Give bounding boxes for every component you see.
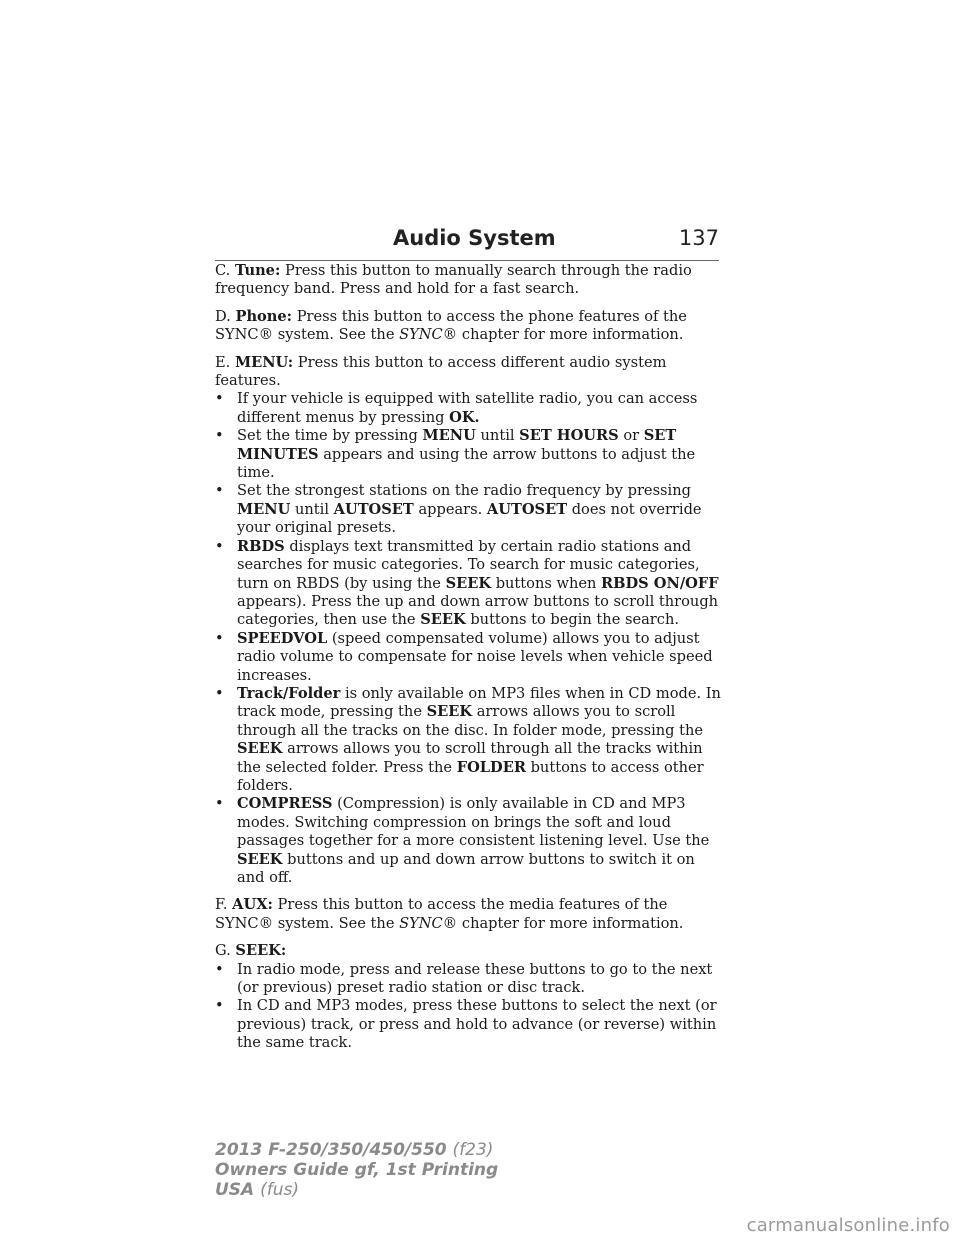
bullet-text: In radio mode, press and release these buttons to go to the next (or previous) preset radio station or disc track. bbox=[237, 960, 713, 997]
bullet-marker: • bbox=[215, 537, 224, 555]
keyword: RBDS bbox=[237, 537, 285, 555]
item-letter: F. bbox=[215, 896, 228, 914]
bullet-text: buttons to begin the search. bbox=[470, 611, 679, 629]
item-text: Press this button to manually search through the radio frequency band. Press and hold for a fast search. bbox=[215, 262, 692, 298]
bullet-text: arrows allows you to scroll through all the tracks within the selected folder. Press the bbox=[237, 740, 703, 776]
page-number: 137 bbox=[678, 226, 719, 250]
footer-region-line bbox=[215, 1180, 498, 1200]
item-f-aux bbox=[215, 896, 725, 933]
bullet-marker: • bbox=[215, 482, 224, 500]
bullet-text: If your vehicle is equipped with satellite radio, you can access different menus by pressing bbox=[237, 390, 698, 426]
bullet-marker: • bbox=[215, 427, 224, 445]
keyword: SET HOURS bbox=[519, 427, 619, 445]
bullet-track-folder bbox=[215, 685, 725, 795]
item-text: chapter for more information. bbox=[461, 914, 684, 932]
footer-region-code: (fus) bbox=[260, 1180, 300, 1200]
bullet-text: buttons to access other folders. bbox=[237, 758, 704, 794]
item-e-menu bbox=[215, 354, 725, 391]
keyword: FOLDER bbox=[456, 758, 526, 776]
keyword: Track/Folder bbox=[237, 684, 341, 702]
footer-model: 2013 F-250/350/450/550 bbox=[215, 1140, 447, 1160]
keyword: RBDS ON/OFF bbox=[601, 574, 719, 592]
bullet-text: Set the strongest stations on the radio frequency by pressing bbox=[237, 482, 691, 500]
keyword: COMPRESS bbox=[237, 795, 333, 813]
bullet-radio-mode bbox=[215, 961, 725, 998]
bullet-speedvol bbox=[215, 630, 725, 685]
keyword: AUTOSET bbox=[333, 500, 414, 518]
bullet-text: appears. bbox=[418, 500, 483, 518]
bullet-text: or bbox=[623, 427, 640, 445]
chapter-reference: SYNC® bbox=[399, 326, 458, 344]
bullet-compress bbox=[215, 795, 725, 887]
bullet-text: buttons and up and down arrow buttons to switch it on and off. bbox=[237, 850, 695, 886]
bullet-marker: • bbox=[215, 390, 224, 408]
item-d-phone bbox=[215, 308, 725, 345]
bullet-marker: • bbox=[215, 684, 224, 702]
site-watermark: carmanualsonline.info bbox=[746, 1215, 950, 1236]
item-label: Phone: bbox=[235, 307, 293, 325]
bullet-text: In CD and MP3 modes, press these buttons to select the next (or previous) track, or press and hold to advance (or reverse) within the same track. bbox=[237, 997, 717, 1052]
bullet-text: does not override your original presets. bbox=[237, 500, 702, 537]
item-label: Tune: bbox=[234, 262, 281, 279]
bullet-marker: • bbox=[215, 795, 224, 813]
bullet-text: until bbox=[295, 500, 329, 518]
bullet-set-time bbox=[215, 427, 725, 482]
footer-region: USA bbox=[215, 1180, 255, 1200]
item-label: SEEK: bbox=[235, 942, 287, 960]
bullet-text: until bbox=[480, 427, 515, 445]
keyword: SEEK bbox=[445, 574, 492, 592]
item-letter: E. bbox=[215, 353, 231, 371]
bullet-marker: • bbox=[215, 997, 224, 1015]
bullet-text: buttons when bbox=[495, 574, 597, 592]
bullet-text: appears and using the arrow buttons to adjust the time. bbox=[237, 445, 696, 482]
page-header bbox=[215, 226, 719, 261]
bullet-text: appears). Press the up and down arrow buttons to scroll through categories, then use the bbox=[237, 592, 719, 629]
keyword: SEEK bbox=[237, 740, 283, 758]
keyword: MENU bbox=[237, 500, 291, 518]
keyword: SEEK bbox=[426, 703, 473, 721]
item-text: chapter for more information. bbox=[461, 326, 684, 344]
bullet-text: (Compression) is only available in CD and MP3 modes. Switching compression on brings the soft and loud passages together for a more consistent listening level. Use the bbox=[237, 795, 710, 850]
menu-bullet-list bbox=[215, 390, 725, 887]
item-letter: G. bbox=[215, 942, 231, 960]
bullet-marker: • bbox=[215, 960, 224, 978]
bullet-satellite bbox=[215, 390, 725, 427]
bullet-text: arrows allows you to scroll through all the tracks on the disc. In folder mode, pressing the bbox=[237, 703, 704, 739]
bullet-cd-mode bbox=[215, 997, 725, 1052]
keyword: MENU bbox=[422, 427, 476, 445]
bullet-rbds bbox=[215, 538, 725, 630]
item-c-tune bbox=[215, 262, 725, 299]
footer-printing-line bbox=[215, 1160, 498, 1180]
item-label: MENU: bbox=[234, 353, 294, 371]
item-text: Press this button to access the media features of the SYNC® system. See the bbox=[215, 896, 668, 932]
keyword: OK. bbox=[449, 408, 480, 426]
bullet-text: is only available on MP3 files when in CD mode. In track mode, pressing the bbox=[237, 684, 721, 721]
item-text: Press this button to access the phone features of the SYNC® system. See the bbox=[215, 307, 687, 344]
bullet-text: Set the time by pressing bbox=[237, 427, 418, 445]
footer-code: (f23) bbox=[452, 1140, 494, 1160]
keyword: SPEEDVOL bbox=[237, 629, 328, 647]
document-footer bbox=[215, 1140, 498, 1200]
seek-bullet-list bbox=[215, 961, 725, 1053]
item-label: AUX: bbox=[232, 896, 273, 914]
chapter-reference: SYNC® bbox=[399, 914, 458, 932]
bullet-autoset bbox=[215, 482, 725, 537]
keyword: SEEK bbox=[420, 611, 466, 629]
page-content bbox=[215, 262, 725, 1062]
bullet-text: (speed compensated volume) allows you to adjust radio volume to compensate for noise levels when vehicle speed increases. bbox=[237, 629, 713, 684]
keyword: AUTOSET bbox=[486, 500, 568, 518]
item-letter: C. bbox=[215, 262, 231, 279]
bullet-marker: • bbox=[215, 629, 224, 647]
item-text: Press this button to access different audio system features. bbox=[215, 353, 667, 390]
bullet-text: displays text transmitted by certain radio stations and searches for music categories. To search for music categories, turn on RBDS (by using the bbox=[237, 537, 700, 592]
footer-printing: Owners Guide gf, 1st Printing bbox=[215, 1160, 499, 1180]
item-g-seek bbox=[215, 942, 725, 960]
section-title: Audio System bbox=[393, 226, 556, 250]
footer-model-line bbox=[215, 1140, 498, 1160]
keyword: SET MINUTES bbox=[237, 427, 677, 463]
item-letter: D. bbox=[215, 307, 231, 325]
keyword: SEEK bbox=[237, 850, 283, 868]
